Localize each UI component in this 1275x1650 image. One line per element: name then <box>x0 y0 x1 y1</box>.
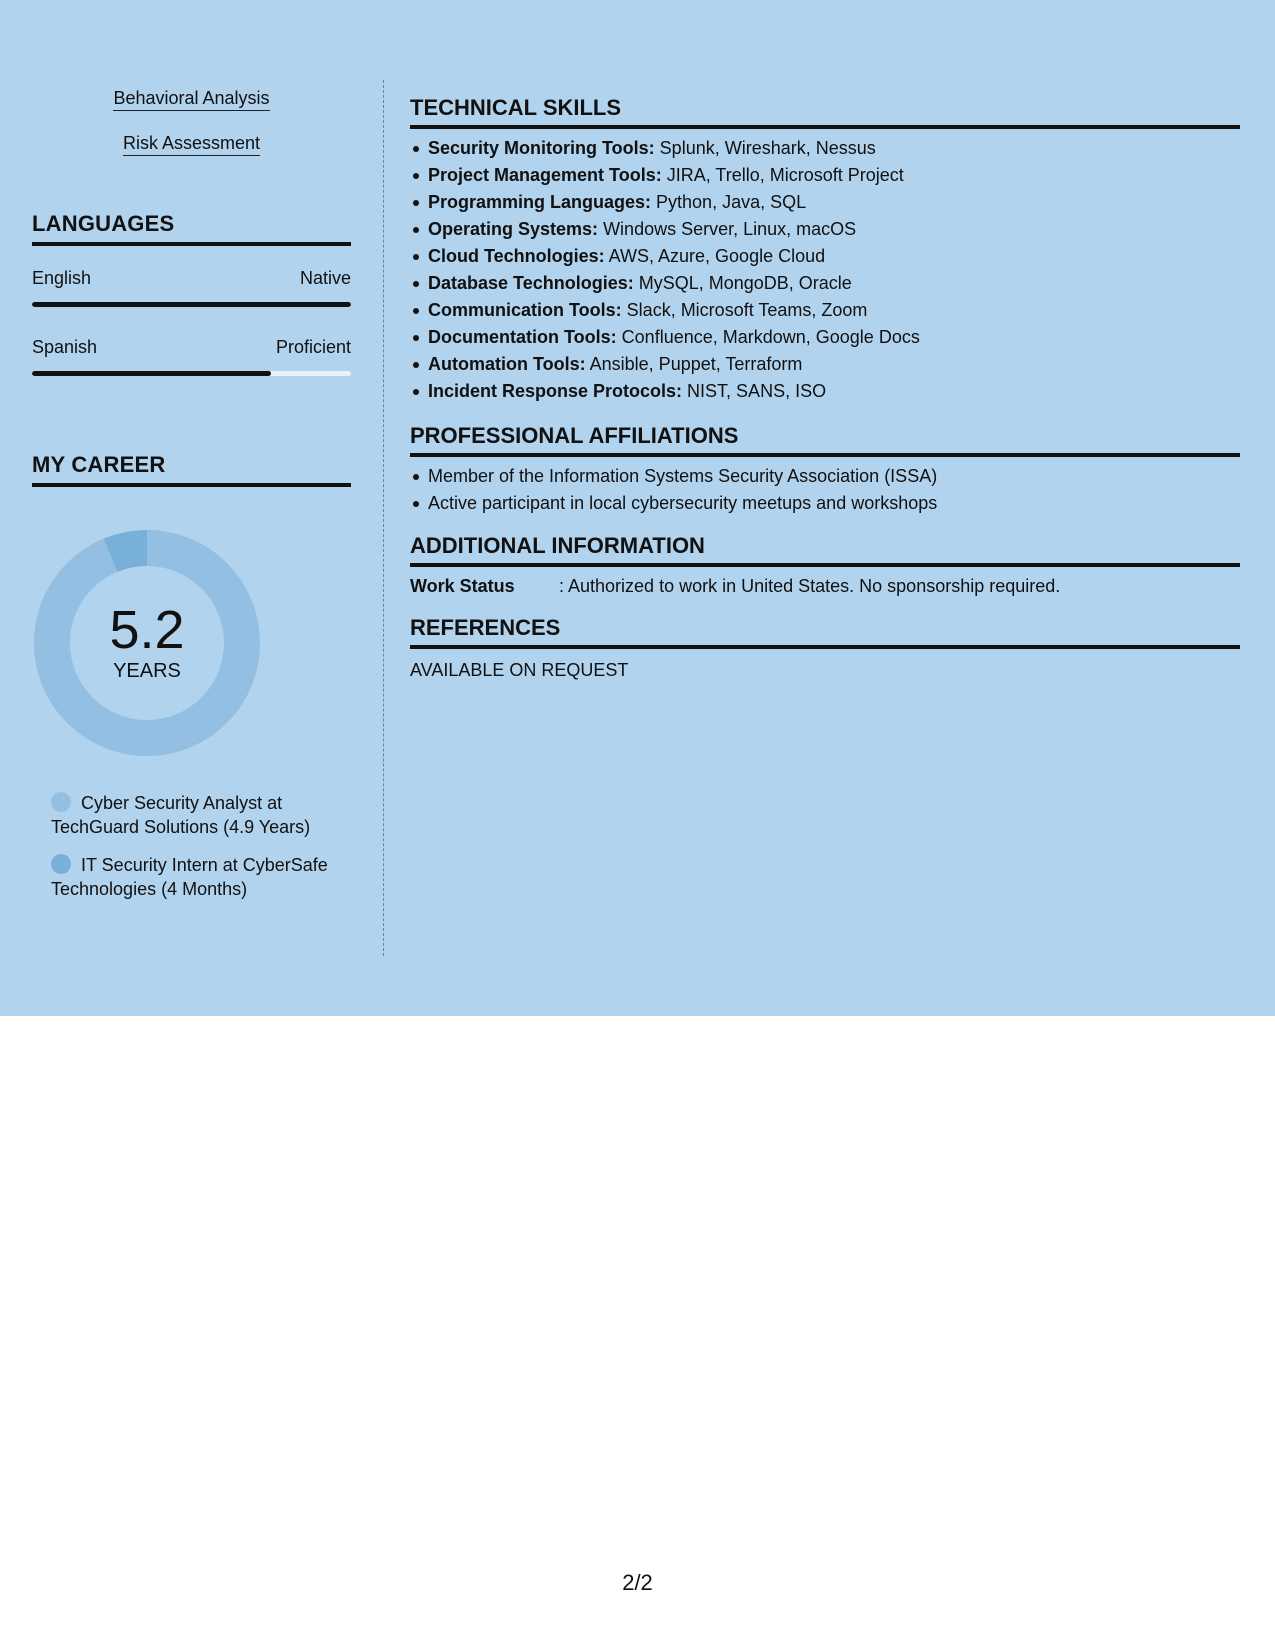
skill-category: Security Monitoring Tools: <box>428 138 655 158</box>
language-name: English <box>32 268 92 288</box>
career-job-label: Cyber Security Analyst at TechGuard Solutions (4.9 Years) <box>51 793 311 837</box>
skill-category: Incident Response Protocols: <box>428 381 683 401</box>
skill-values: Ansible, Puppet, Terraform <box>585 354 803 374</box>
technical-skill-item <box>428 378 1258 405</box>
skill-values: MySQL, MongoDB, Oracle <box>633 273 852 293</box>
language-proficiency-fill <box>32 302 351 307</box>
language-level: Proficient <box>275 337 351 357</box>
skill-values: Slack, Microsoft Teams, Zoom <box>621 300 868 320</box>
career-donut-chart <box>34 530 260 756</box>
skill-category: Automation Tools: <box>428 354 586 374</box>
technical-skill-item <box>428 351 1258 378</box>
technical-skill-item <box>428 324 1258 351</box>
skill-category: Project Management Tools: <box>428 165 662 185</box>
skill-values: Python, Java, SQL <box>651 192 807 212</box>
affiliations-heading: PROFESSIONAL AFFILIATIONS <box>410 423 1240 457</box>
language-proficiency-bar <box>32 302 351 307</box>
competency-label: Risk Assessment <box>123 133 260 156</box>
skill-category: Cloud Technologies: <box>428 246 605 266</box>
career-legend-item <box>51 791 331 839</box>
competency-item <box>32 88 351 109</box>
references-heading: REFERENCES <box>410 615 1240 649</box>
career-legend-item <box>51 853 331 901</box>
skill-values: Splunk, Wireshark, Nessus <box>654 138 876 158</box>
language-level: Native <box>299 268 351 288</box>
affiliation-item: Active participant in local cybersecurity meetups and workshops <box>428 490 1258 517</box>
career-total-unit: YEARS <box>113 660 181 682</box>
technical-skill-item <box>428 270 1258 297</box>
competency-label: Behavioral Analysis <box>113 88 269 111</box>
page-number: 2/2 <box>622 1570 653 1595</box>
legend-dot-icon <box>51 792 71 812</box>
skill-values: AWS, Azure, Google Cloud <box>604 246 826 266</box>
career-job-label: IT Security Intern at CyberSafe Technologies (4 Months) <box>51 855 328 899</box>
skill-category: Operating Systems: <box>428 219 599 239</box>
technical-skill-item <box>428 189 1258 216</box>
column-divider <box>383 80 384 956</box>
technical-skill-item <box>428 216 1258 243</box>
skill-values: JIRA, Trello, Microsoft Project <box>661 165 904 185</box>
technical-skill-item <box>428 243 1258 270</box>
language-proficiency-bar <box>32 371 351 376</box>
work-status-value: : Authorized to work in United States. No sponsorship required. <box>559 576 1061 596</box>
skill-category: Database Technologies: <box>428 273 634 293</box>
skill-category: Programming Languages: <box>428 192 652 212</box>
language-proficiency-fill <box>32 371 271 376</box>
skill-values: NIST, SANS, ISO <box>682 381 827 401</box>
additional-info-heading: ADDITIONAL INFORMATION <box>410 533 1240 567</box>
technical-skills-heading: TECHNICAL SKILLS <box>410 95 1240 129</box>
technical-skill-item <box>428 162 1258 189</box>
legend-dot-icon <box>51 854 71 874</box>
work-status-label: Work Status <box>410 576 515 596</box>
career-heading: MY CAREER <box>32 452 351 487</box>
language-name: Spanish <box>32 337 98 357</box>
technical-skill-item <box>428 297 1258 324</box>
skill-category: Communication Tools: <box>428 300 622 320</box>
skill-category: Documentation Tools: <box>428 327 617 347</box>
competency-item <box>32 133 351 154</box>
technical-skills-list <box>410 135 1258 405</box>
languages-heading: LANGUAGES <box>32 211 351 246</box>
affiliation-item: Member of the Information Systems Security Association (ISSA) <box>428 463 1258 490</box>
affiliations-list <box>410 463 1258 517</box>
references-text: AVAILABLE ON REQUEST <box>410 660 629 680</box>
skill-values: Confluence, Markdown, Google Docs <box>616 327 920 347</box>
technical-skill-item <box>428 135 1258 162</box>
career-total <box>34 602 260 683</box>
skill-values: Windows Server, Linux, macOS <box>598 219 857 239</box>
career-total-value: 5.2 <box>109 600 185 660</box>
